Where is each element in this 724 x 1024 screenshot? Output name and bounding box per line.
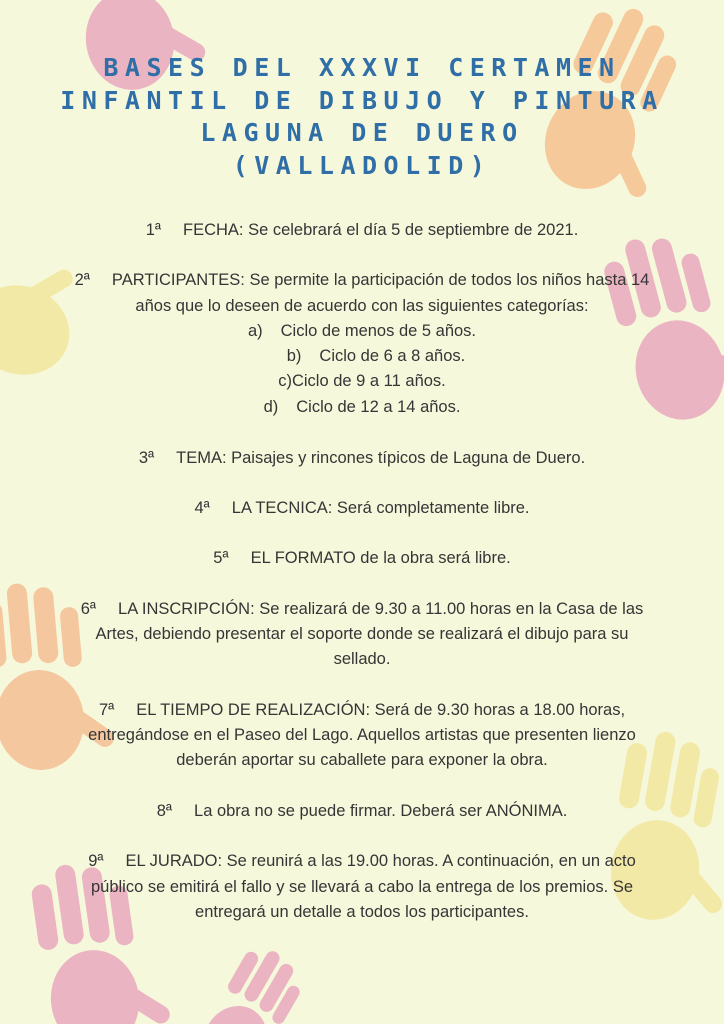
category-letter: a) (247, 322, 263, 340)
rule-4 (0, 495, 724, 521)
rule-text: EL TIEMPO DE REALIZACIÓN: Será de 9.30 horas a 18.00 horas, (136, 701, 626, 719)
category-letter: c) (278, 372, 292, 390)
rule-5 (0, 545, 724, 571)
rule-7-line-3: deberán aportar su caballete para exponer la obra. (176, 751, 548, 769)
rule-6 (0, 596, 724, 622)
title-line: INFANTIL DE DIBUJO Y PINTURA (60, 85, 664, 115)
rule-2-line-2: años que lo deseen de acuerdo con las siguientes categorías: (135, 297, 589, 315)
rule-number: 3ª (138, 449, 155, 467)
title-line: LAGUNA DE DUERO (200, 118, 524, 147)
rule-text: LA INSCRIPCIÓN: Se realizará de 9.30 a 11.00 horas en la Casa de las (118, 600, 644, 618)
rule-text: EL FORMATO de la obra será libre. (250, 549, 511, 567)
rule-number: 6ª (80, 600, 97, 618)
category-text: Ciclo de 12 a 14 años. (296, 398, 461, 416)
rule-text: TEMA: Paisajes y rincones típicos de Laguna de Duero. (176, 449, 586, 467)
rule-7 (0, 697, 724, 723)
rule-number: 8ª (156, 802, 173, 820)
rule-2 (0, 267, 724, 293)
category-text: Ciclo de menos de 5 años. (280, 322, 477, 340)
rule-number: 7ª (98, 701, 115, 719)
rule-text: La obra no se puede firmar. Deberá ser ANÓNIMA. (194, 802, 568, 820)
category-item (0, 394, 724, 420)
rule-9-line-3: entregará un detalle a todos los participantes. (195, 903, 529, 921)
title-line: BASES DEL XXXVI CERTAMEN (103, 53, 621, 82)
rule-6-line-3: sellado. (333, 650, 391, 668)
rule-text: PARTICIPANTES: Se permite la participación de todos los niños hasta 14 (111, 271, 650, 289)
category-letter: d) (263, 398, 279, 416)
rule-number: 5ª (213, 549, 229, 567)
poster-title (0, 52, 724, 182)
category-item (0, 368, 724, 394)
category-item (0, 318, 724, 344)
title-line: (VALLADOLID) (232, 150, 492, 180)
rule-number: 9ª (88, 852, 104, 870)
rule-3 (0, 445, 724, 471)
rule-6-line-2: Artes, debiendo presentar el soporte donde se realizará el dibujo para su (95, 625, 629, 643)
rule-number: 4ª (194, 499, 210, 517)
rule-text: EL JURADO: Se reunirá a las 19.00 horas. A continuación, en un acto (125, 852, 636, 870)
rule-9-line-2: público se emitirá el fallo y se llevará a cabo la entrega de los premios. Se (90, 878, 634, 896)
category-text: Ciclo de 9 a 11 años. (291, 372, 446, 390)
rule-9 (0, 848, 724, 874)
category-item (14, 343, 724, 369)
rule-8 (0, 798, 724, 824)
rule-1 (0, 217, 724, 243)
rule-number: 1ª (145, 221, 161, 239)
rule-text: LA TECNICA: Será completamente libre. (231, 499, 530, 517)
category-letter: b) (286, 347, 302, 365)
rule-7-line-2: entregándose en el Paseo del Lago. Aquellos artistas que presenten lienzo (88, 726, 636, 744)
category-text: Ciclo de 6 a 8 años. (319, 347, 466, 365)
rule-text: FECHA: Se celebrará el día 5 de septiembre de 2021. (182, 221, 579, 239)
rule-number: 2ª (74, 271, 90, 289)
